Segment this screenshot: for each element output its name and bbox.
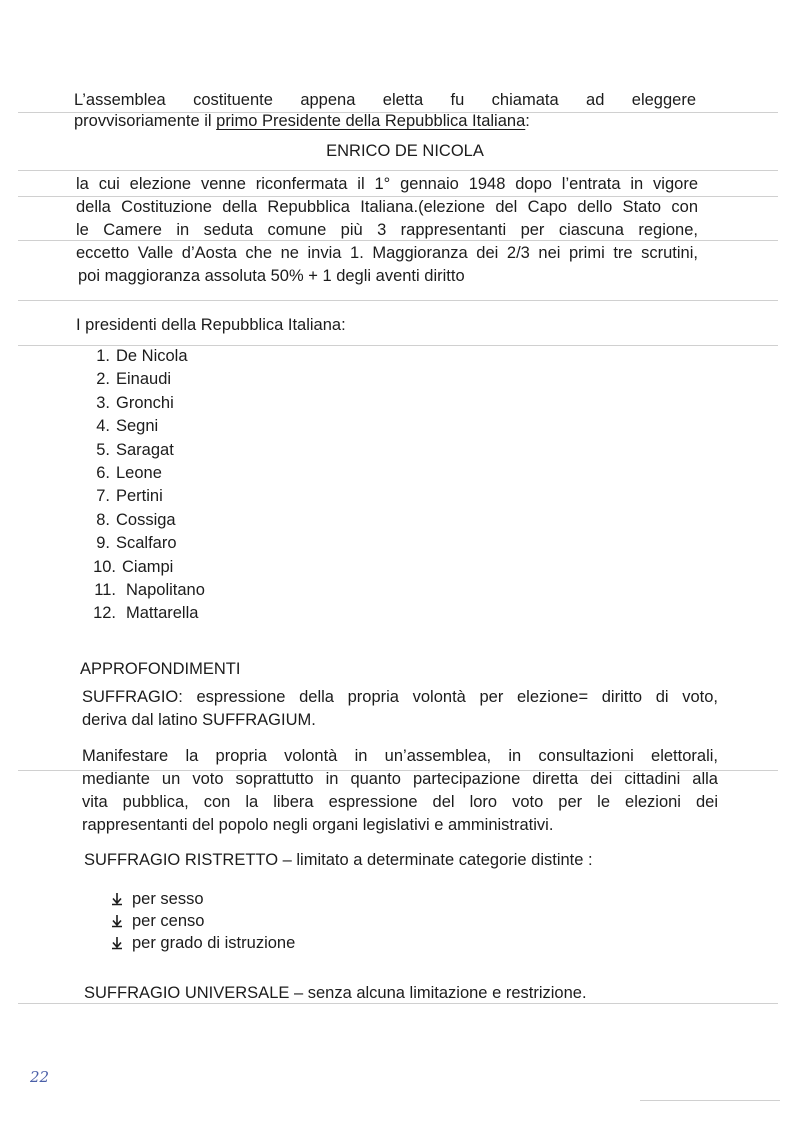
document-page: L’assemblea costituente appena eletta fu chiamata ad eleggere provvisoriamente il primo Presidente della Repubblica Italiana: ENRICO DE NICOLA la cui elezione venne riconfermata il 1° gennaio 1948 dopo l’entrata in vigore della Costituzione della Repubblica Italiana.(elezione del Capo dello Stato con le Camere in seduta comune più 3 rappresentanti per ciascuna regione, eccetto Valle d’Aosta che ne invia 1. Maggioranza dei 2/3 nei primi tre scrutini, poi maggioranza assoluta 50% + 1 degli aventi diritto I presidenti della Repubblica Italiana: 1. De Nicola 2. Einaudi 3. Gronchi 4. Segni 5. Saragat 6. Leone 7. Pertini 8. Cossiga 9. Scalfaro 10. Ciampi 11. Napolitano 12. Mattarella APPROFONDIMENTI SUFFRAGIO: espressione della propria volontà per elezione= diritto di voto, deriva dal latino SUFFRAGIUM. Manifestare la propria volontà in un’assemblea, in consultazioni elettorali, mediante un voto soprattutto in quanto partecipazione diretta dei cittadini alla vita pubblica, con la libera espressione del loro voto per le elezioni dei rappresentanti del popolo negli organi legislativi e amministrativi. SUFFRAGIO RISTRETTO – limitato a determinate categorie distinte : per sesso per censo per grado di istruzione SUFFRAGIO UNIVERSALE – senza alcuna limitazione e restrizione. 22 [0,0,795,1123]
intro-line-2-suffix: : [525,112,530,130]
manifestare-line: vita pubblica, con la libera espressione del loro voto per le elezioni dei [82,793,718,811]
scan-rule [18,345,778,346]
scan-rule [18,196,778,197]
downward-arrow-bullet-icon [110,892,124,906]
election-line: della Costituzione della Repubblica Italiana.(elezione del Capo dello Stato con [76,198,698,216]
manifestare-line: rappresentanti del popolo negli organi legislativi e amministrativi. [82,816,554,834]
suffragio-definition-line: deriva dal latino SUFFRAGIUM. [82,711,316,729]
downward-arrow-bullet-icon [110,914,124,928]
intro-line-1: L’assemblea costituente appena eletta fu chiamata ad eleggere [74,91,696,109]
scan-rule [18,170,778,171]
approfondimenti-heading: APPROFONDIMENTI [80,660,241,678]
election-line: la cui elezione venne riconfermata il 1° gennaio 1948 dopo l’entrata in vigore [76,175,698,193]
list-item: per censo [110,910,295,932]
scan-rule [18,240,778,241]
scan-rule [18,1003,778,1004]
presidents-intro: I presidenti della Repubblica Italiana: [76,316,346,334]
manifestare-line: mediante un voto soprattutto in quanto partecipazione diretta dei cittadini alla [82,770,718,788]
suffragio-universale-heading: SUFFRAGIO UNIVERSALE – senza alcuna limitazione e restrizione. [84,984,587,1002]
heading-enrico-de-nicola: ENRICO DE NICOLA [326,142,484,160]
page-number: 22 [30,1068,50,1086]
suffragio-ristretto-heading: SUFFRAGIO RISTRETTO – limitato a determinate categorie distinte : [84,851,593,869]
election-line: poi maggioranza assoluta 50% + 1 degli aventi diritto [78,267,465,285]
manifestare-line: Manifestare la propria volontà in un’assemblea, in consultazioni elettorali, [82,747,718,765]
election-line: eccetto Valle d’Aosta che ne invia 1. Maggioranza dei 2/3 nei primi tre scrutini, [76,244,698,262]
list-item: per sesso [110,888,295,910]
scan-rule [640,1100,780,1101]
downward-arrow-bullet-icon [110,936,124,950]
scan-rule [18,300,778,301]
ristretto-categories-list [110,888,295,954]
intro-line-2 [74,113,530,130]
list-item: per grado di istruzione [110,932,295,954]
election-line: le Camere in seduta comune più 3 rappresentanti per ciascuna regione, [76,221,698,239]
first-president-phrase: primo Presidente della Repubblica Italiana [216,112,526,130]
intro-line-2-prefix: provvisoriamente il [74,112,217,130]
suffragio-definition-line: SUFFRAGIO: espressione della propria volontà per elezione= diritto di voto, [82,688,718,706]
